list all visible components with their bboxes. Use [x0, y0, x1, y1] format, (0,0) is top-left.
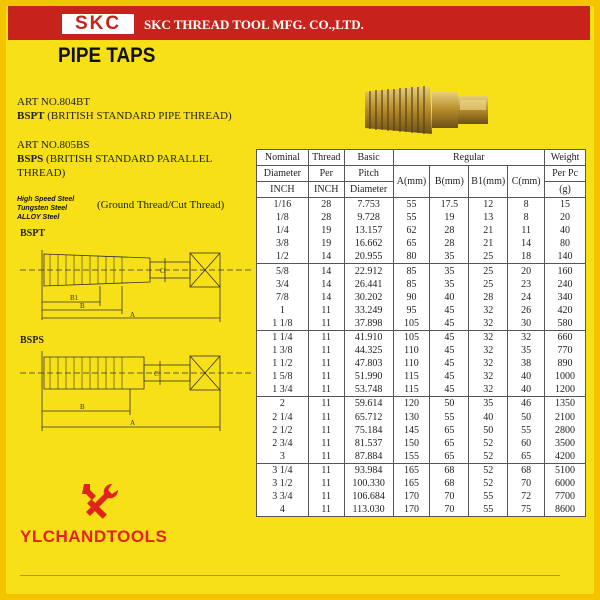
table-cell: 70: [508, 477, 545, 490]
table-cell: 51.990: [344, 370, 393, 383]
table-cell: 11: [308, 463, 344, 477]
nominal-cell: 3/4: [257, 278, 309, 291]
table-cell: 770: [545, 344, 586, 357]
table-cell: 3500: [545, 437, 586, 450]
page-title: PIPE TAPS: [58, 44, 156, 67]
table-row: [257, 291, 586, 304]
table-cell: 11: [308, 424, 344, 437]
table-cell: 44.325: [344, 344, 393, 357]
table-cell: 890: [545, 357, 586, 370]
header-nominal: Nominal: [257, 150, 309, 166]
nominal-cell: 1/2: [257, 250, 309, 264]
table-row: [257, 437, 586, 450]
header-diameter: Diameter: [257, 166, 309, 182]
table-cell: 50: [430, 397, 469, 411]
table-cell: 45: [430, 370, 469, 383]
table-cell: 11: [508, 224, 545, 237]
table-cell: 19: [308, 237, 344, 250]
bsps-description: [17, 153, 212, 165]
table-cell: 35: [430, 278, 469, 291]
table-cell: 15: [545, 198, 586, 212]
header-pitch: Pitch: [344, 166, 393, 182]
table-cell: 19: [308, 224, 344, 237]
nominal-cell: 1/16: [257, 198, 309, 212]
table-cell: 40: [508, 383, 545, 397]
table-cell: 11: [308, 357, 344, 370]
table-cell: 45: [430, 330, 469, 344]
table-cell: 35: [430, 264, 469, 278]
table-cell: 65: [430, 437, 469, 450]
table-cell: 60: [508, 437, 545, 450]
table-cell: 340: [545, 291, 586, 304]
table-cell: 2100: [545, 411, 586, 424]
table-cell: 85: [393, 278, 430, 291]
table-cell: 32: [469, 317, 508, 331]
table-cell: 14: [308, 291, 344, 304]
table-cell: 26.441: [344, 278, 393, 291]
table-cell: 14: [508, 237, 545, 250]
bspt-description: [17, 110, 232, 122]
nominal-cell: 1 3/4: [257, 383, 309, 397]
table-cell: 110: [393, 344, 430, 357]
table-cell: 25: [469, 250, 508, 264]
table-cell: 45: [430, 317, 469, 331]
skc-logo: SKC: [60, 12, 136, 36]
bspt-drawing: [20, 240, 252, 330]
dim-a-label: A: [130, 311, 136, 319]
table-cell: 100.330: [344, 477, 393, 490]
header-per: Per: [308, 166, 344, 182]
table-cell: 14: [308, 264, 344, 278]
table-row: [257, 463, 586, 477]
table-cell: 68: [508, 463, 545, 477]
table-cell: 21: [469, 237, 508, 250]
table-cell: 11: [308, 383, 344, 397]
header-b1: B1(mm): [469, 166, 508, 198]
bsps-code: BSPS: [17, 153, 44, 165]
table-cell: 28: [430, 224, 469, 237]
table-cell: 87.884: [344, 450, 393, 464]
header-regular: Regular: [393, 150, 545, 166]
bsps-dim-b-label: B: [80, 403, 85, 411]
table-cell: 32: [469, 344, 508, 357]
table-cell: 106.684: [344, 490, 393, 503]
table-cell: 37.898: [344, 317, 393, 331]
table-cell: 28: [308, 211, 344, 224]
art-no-805bs: ART NO.805BS: [17, 139, 90, 151]
table-cell: 40: [508, 370, 545, 383]
table-cell: 45: [430, 304, 469, 317]
table-cell: 20.955: [344, 250, 393, 264]
nominal-cell: 1 1/8: [257, 317, 309, 331]
table-row: [257, 424, 586, 437]
table-cell: 24: [508, 291, 545, 304]
table-cell: 105: [393, 317, 430, 331]
table-row: [257, 490, 586, 503]
nominal-cell: 1 5/8: [257, 370, 309, 383]
nominal-cell: 3 1/4: [257, 463, 309, 477]
table-row: [257, 264, 586, 278]
table-cell: 11: [308, 450, 344, 464]
table-cell: 70: [430, 490, 469, 503]
table-cell: 52: [469, 450, 508, 464]
table-cell: 165: [393, 463, 430, 477]
bsps-dim-c-label: C: [154, 370, 159, 378]
nominal-cell: 3 1/2: [257, 477, 309, 490]
table-cell: 52: [469, 437, 508, 450]
table-cell: 65.712: [344, 411, 393, 424]
table-cell: 150: [393, 437, 430, 450]
nominal-cell: 3/8: [257, 237, 309, 250]
table-cell: 45: [430, 357, 469, 370]
pipe-tap-photo: [360, 80, 495, 140]
nominal-cell: 5/8: [257, 264, 309, 278]
nominal-cell: 2 1/2: [257, 424, 309, 437]
bsps-drawing: [20, 345, 252, 435]
table-cell: 18: [508, 250, 545, 264]
bspt-diagram-label: BSPT: [20, 228, 46, 239]
bsps-desc: (BRITISH STANDARD PARALLEL: [43, 153, 213, 165]
table-cell: 33.249: [344, 304, 393, 317]
dim-c-label: C: [160, 267, 165, 275]
table-cell: 660: [545, 330, 586, 344]
table-cell: 45: [430, 383, 469, 397]
table-row: [257, 383, 586, 397]
table-row: [257, 278, 586, 291]
company-name: SKC THREAD TOOL MFG. CO.,LTD.: [144, 17, 364, 32]
table-cell: 70: [430, 503, 469, 517]
bottom-rule: [20, 575, 560, 576]
pipe-tap-spec-table: [256, 149, 586, 517]
bspt-code: BSPT: [17, 110, 45, 122]
table-cell: 25: [469, 278, 508, 291]
table-cell: 17.5: [430, 198, 469, 212]
header-inch2: INCH: [308, 182, 344, 198]
table-cell: 32: [469, 304, 508, 317]
table-cell: 65: [430, 450, 469, 464]
table-cell: 75.184: [344, 424, 393, 437]
table-cell: 50: [469, 424, 508, 437]
table-cell: 7700: [545, 490, 586, 503]
table-cell: 35: [430, 250, 469, 264]
table-cell: 6000: [545, 477, 586, 490]
table-cell: 1350: [545, 397, 586, 411]
material-alloy: ALLOY Steel: [17, 214, 60, 221]
nominal-cell: 1 1/2: [257, 357, 309, 370]
table-cell: 11: [308, 304, 344, 317]
table-cell: 81.537: [344, 437, 393, 450]
nominal-cell: 2 3/4: [257, 437, 309, 450]
table-row: [257, 357, 586, 370]
table-cell: 55: [393, 211, 430, 224]
table-cell: 75: [508, 503, 545, 517]
table-cell: 14: [308, 278, 344, 291]
table-row: [257, 370, 586, 383]
table-row: [257, 477, 586, 490]
table-cell: 5100: [545, 463, 586, 477]
table-cell: 53.748: [344, 383, 393, 397]
nominal-cell: 3: [257, 450, 309, 464]
table-cell: 22.912: [344, 264, 393, 278]
table-cell: 32: [469, 370, 508, 383]
bsps-dim-a-label: A: [130, 419, 136, 427]
table-cell: 55: [430, 411, 469, 424]
table-cell: 28: [308, 198, 344, 212]
header-inch: INCH: [257, 182, 309, 198]
table-row: [257, 330, 586, 344]
table-row: [257, 344, 586, 357]
table-cell: 32: [469, 383, 508, 397]
table-cell: 155: [393, 450, 430, 464]
table-row: [257, 450, 586, 464]
table-cell: 115: [393, 383, 430, 397]
table-cell: 68: [430, 477, 469, 490]
header-g: (g): [545, 182, 586, 198]
table-cell: 113.030: [344, 503, 393, 517]
nominal-cell: 4: [257, 503, 309, 517]
table-cell: 9.728: [344, 211, 393, 224]
table-cell: 26: [508, 304, 545, 317]
dim-b1-label: B1: [70, 294, 79, 302]
table-cell: 160: [545, 264, 586, 278]
table-cell: 1200: [545, 383, 586, 397]
table-cell: 30: [508, 317, 545, 331]
table-cell: 240: [545, 278, 586, 291]
table-row: [257, 250, 586, 264]
header-diameter2: Diameter: [344, 182, 393, 198]
table-cell: 52: [469, 463, 508, 477]
table-cell: 140: [545, 250, 586, 264]
table-cell: 72: [508, 490, 545, 503]
table-cell: 16.662: [344, 237, 393, 250]
table-cell: 59.614: [344, 397, 393, 411]
table-cell: 14: [308, 250, 344, 264]
table-cell: 20: [508, 264, 545, 278]
table-row: [257, 211, 586, 224]
table-cell: 11: [308, 397, 344, 411]
table-cell: 23: [508, 278, 545, 291]
table-cell: 62: [393, 224, 430, 237]
table-cell: 580: [545, 317, 586, 331]
table-cell: 55: [508, 424, 545, 437]
table-row: [257, 397, 586, 411]
dim-b-label: B: [80, 302, 85, 310]
table-cell: 420: [545, 304, 586, 317]
header-weight: Weight: [545, 150, 586, 166]
table-cell: 65: [430, 424, 469, 437]
header-perpc: Per Pc: [545, 166, 586, 182]
brand-watermark: YLCHANDTOOLS: [20, 527, 168, 546]
table-cell: 145: [393, 424, 430, 437]
wrench-screwdriver-icon: [78, 480, 120, 522]
art-no-804bt: ART NO.804BT: [17, 96, 91, 108]
table-cell: 110: [393, 357, 430, 370]
table-cell: 55: [469, 490, 508, 503]
table-row: [257, 317, 586, 331]
table-cell: 35: [508, 344, 545, 357]
table-cell: 32: [469, 357, 508, 370]
nominal-cell: 1/4: [257, 224, 309, 237]
material-tungsten: Tungsten Steel: [17, 205, 68, 212]
nominal-cell: 2 1/4: [257, 411, 309, 424]
table-cell: 11: [308, 344, 344, 357]
table-cell: 165: [393, 477, 430, 490]
table-cell: 170: [393, 490, 430, 503]
table-cell: 41.910: [344, 330, 393, 344]
table-cell: 40: [469, 411, 508, 424]
table-cell: 13: [469, 211, 508, 224]
table-cell: 11: [308, 437, 344, 450]
nominal-cell: 2: [257, 397, 309, 411]
table-cell: 8600: [545, 503, 586, 517]
table-cell: 21: [469, 224, 508, 237]
table-cell: 45: [430, 344, 469, 357]
table-cell: 50: [508, 411, 545, 424]
table-cell: 12: [469, 198, 508, 212]
table-cell: 11: [308, 477, 344, 490]
table-cell: 55: [393, 198, 430, 212]
table-cell: 65: [393, 237, 430, 250]
table-row: [257, 503, 586, 517]
table-cell: 20: [545, 211, 586, 224]
table-cell: 13.157: [344, 224, 393, 237]
header-b: B(mm): [430, 166, 469, 198]
table-cell: 11: [308, 317, 344, 331]
material-list: [17, 195, 74, 222]
table-cell: 52: [469, 477, 508, 490]
table-cell: 32: [469, 330, 508, 344]
table-cell: 30.202: [344, 291, 393, 304]
table-cell: 25: [469, 264, 508, 278]
bsps-desc-line2: THREAD): [17, 167, 66, 179]
table-row: [257, 224, 586, 237]
table-cell: 11: [308, 370, 344, 383]
table-cell: 90: [393, 291, 430, 304]
table-cell: 130: [393, 411, 430, 424]
table-cell: 11: [308, 330, 344, 344]
bspt-desc: (BRITISH STANDARD PIPE THREAD): [44, 110, 232, 122]
nominal-cell: 1/8: [257, 211, 309, 224]
table-cell: 80: [545, 237, 586, 250]
material-hss: High Speed Steel: [17, 196, 75, 203]
table-cell: 38: [508, 357, 545, 370]
table-cell: 46: [508, 397, 545, 411]
table-cell: 170: [393, 503, 430, 517]
table-cell: 28: [430, 237, 469, 250]
table-cell: 93.984: [344, 463, 393, 477]
table-cell: 65: [508, 450, 545, 464]
table-cell: 55: [469, 503, 508, 517]
table-cell: 35: [469, 397, 508, 411]
table-cell: 68: [430, 463, 469, 477]
table-cell: 7.753: [344, 198, 393, 212]
table-cell: 8: [508, 198, 545, 212]
table-cell: 115: [393, 370, 430, 383]
nominal-cell: 1 3/8: [257, 344, 309, 357]
table-cell: 85: [393, 264, 430, 278]
table-cell: 40: [430, 291, 469, 304]
table-cell: 4200: [545, 450, 586, 464]
header-bar: [8, 6, 590, 40]
header-a: A(mm): [393, 166, 430, 198]
table-cell: 11: [308, 503, 344, 517]
header-basic: Basic: [344, 150, 393, 166]
nominal-cell: 1: [257, 304, 309, 317]
table-row: [257, 411, 586, 424]
table-row: [257, 198, 586, 212]
table-cell: 2800: [545, 424, 586, 437]
header-c: C(mm): [508, 166, 545, 198]
header-thread: Thread: [308, 150, 344, 166]
process-note: (Ground Thread/Cut Thread): [97, 199, 225, 211]
table-cell: 32: [508, 330, 545, 344]
table-cell: 40: [545, 224, 586, 237]
table-cell: 80: [393, 250, 430, 264]
nominal-cell: 7/8: [257, 291, 309, 304]
table-row: [257, 237, 586, 250]
table-cell: 28: [469, 291, 508, 304]
table-cell: 95: [393, 304, 430, 317]
table-row: [257, 304, 586, 317]
table-cell: 1000: [545, 370, 586, 383]
table-cell: 11: [308, 411, 344, 424]
nominal-cell: 3 3/4: [257, 490, 309, 503]
table-cell: 11: [308, 490, 344, 503]
bsps-diagram-label: BSPS: [20, 335, 44, 346]
nominal-cell: 1 1/4: [257, 330, 309, 344]
table-cell: 120: [393, 397, 430, 411]
table-cell: 19: [430, 211, 469, 224]
table-cell: 8: [508, 211, 545, 224]
table-cell: 105: [393, 330, 430, 344]
table-cell: 47.803: [344, 357, 393, 370]
